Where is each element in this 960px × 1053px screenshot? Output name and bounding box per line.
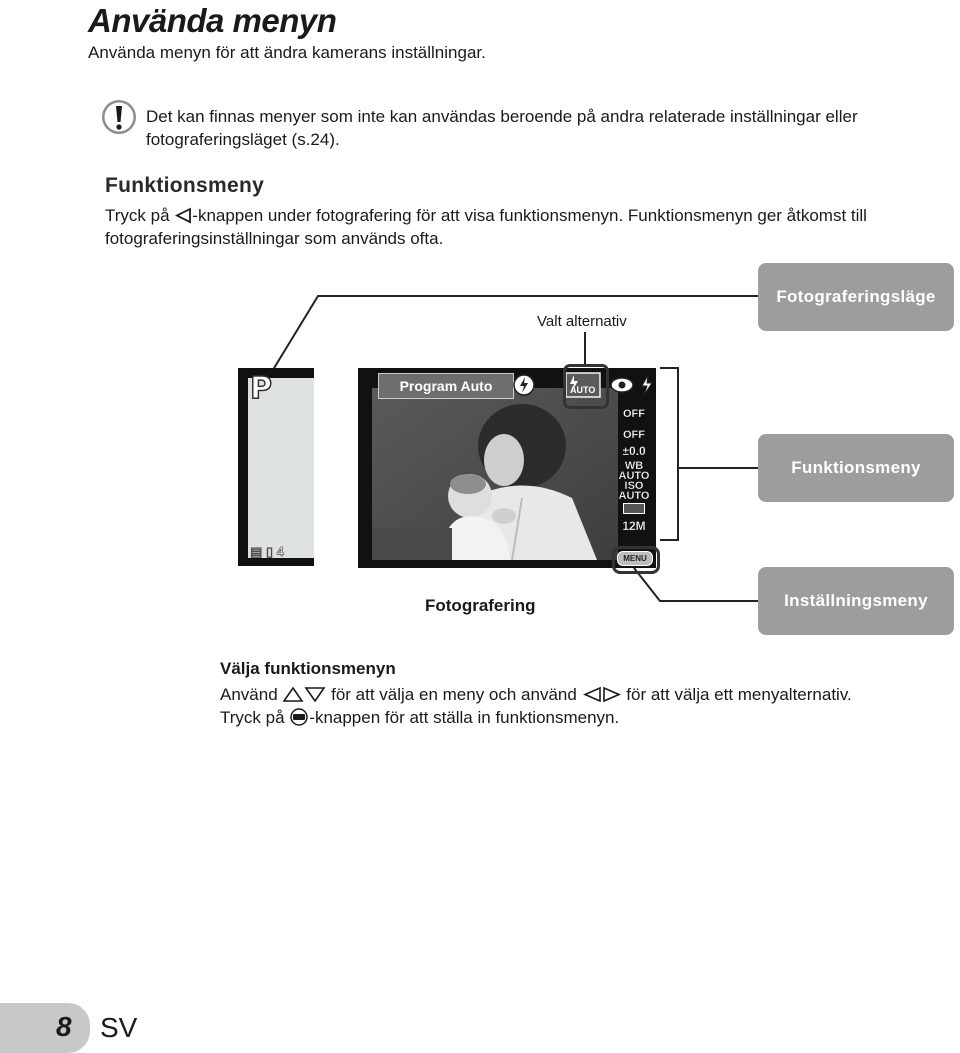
page-number-tab [0,1003,90,1053]
page-subtitle: Använda menyn för att ändra kamerans inställningar. [88,43,486,62]
instructions-line2-b: -knappen för att ställa in funktionsmenyn. [309,708,620,727]
note-text: Det kan finnas menyer som inte kan användas beroende på andra relaterade inställningar eller fotograferingsläget (s.24). [146,107,858,149]
macro-icon [614,409,654,419]
flash-auto-text: AUTO [570,385,596,395]
exposure-compensation: ±0.0 [622,444,646,458]
menu-title-bar: Program Auto [378,373,514,399]
self-timer-icon [614,430,654,440]
white-balance-setting: WB AUTO [618,460,650,482]
battery-icon: ▤ [250,544,263,559]
section-body-post: -knappen under fotografering för att visa funktionsmenyn. Funktionsmenyn ger åtkomst till fotograferingsinställningar som används ofta. [105,206,867,248]
drive-mode-icon [623,503,645,514]
instructions-line1-c: för att välja ett menyalternativ. [621,685,852,704]
section-title: Funktionsmeny [105,174,265,197]
iso-setting: ISO AUTO [618,480,650,502]
instructions-line1-a: Använd [220,685,283,704]
left-arrow-icon [582,686,602,703]
page-title: Använda menyn [88,2,337,39]
flash-off-icon [514,375,534,395]
instructions-title: Välja funktionsmenyn [220,659,396,678]
label-shooting: Fotografering [425,596,536,615]
section-body [105,204,955,250]
status-icons [250,544,284,560]
page-number: 8 [56,1011,72,1042]
page-language: SV [100,1012,138,1043]
left-arrow-button-icon [174,207,192,224]
selected-option-highlight [563,364,609,409]
instructions-line1-b: för att välja en meny och använd [326,685,582,704]
instructions-body [220,683,950,729]
self-timer-off-label: OFF [623,429,645,441]
label-settings-menu: Inställningsmeny [758,567,954,635]
menu-button: MENU [617,551,653,566]
warning-icon [100,98,138,136]
up-arrow-icon [282,686,304,703]
right-arrow-icon [602,686,622,703]
sample-photo [372,388,618,560]
label-selected-option: Valt alternativ [537,313,627,330]
shooting-mode-indicator: P [250,371,272,406]
shots-remaining: 4 [276,544,284,559]
label-function-menu: Funktionsmeny [758,434,954,502]
sd-card-icon: ▯ [265,544,274,559]
instructions-line2-a: Tryck på [220,708,290,727]
section-body-pre: Tryck på [105,206,175,225]
label-shooting-mode: Fotograferingsläge [758,263,954,331]
ok-button-icon [289,708,309,726]
red-eye-flash-icon [611,378,633,392]
macro-off-label: OFF [623,408,645,420]
image-size-setting: 12M [622,519,646,533]
fill-flash-icon [642,375,652,395]
down-arrow-icon [304,686,326,703]
shooting-screen [238,368,314,566]
